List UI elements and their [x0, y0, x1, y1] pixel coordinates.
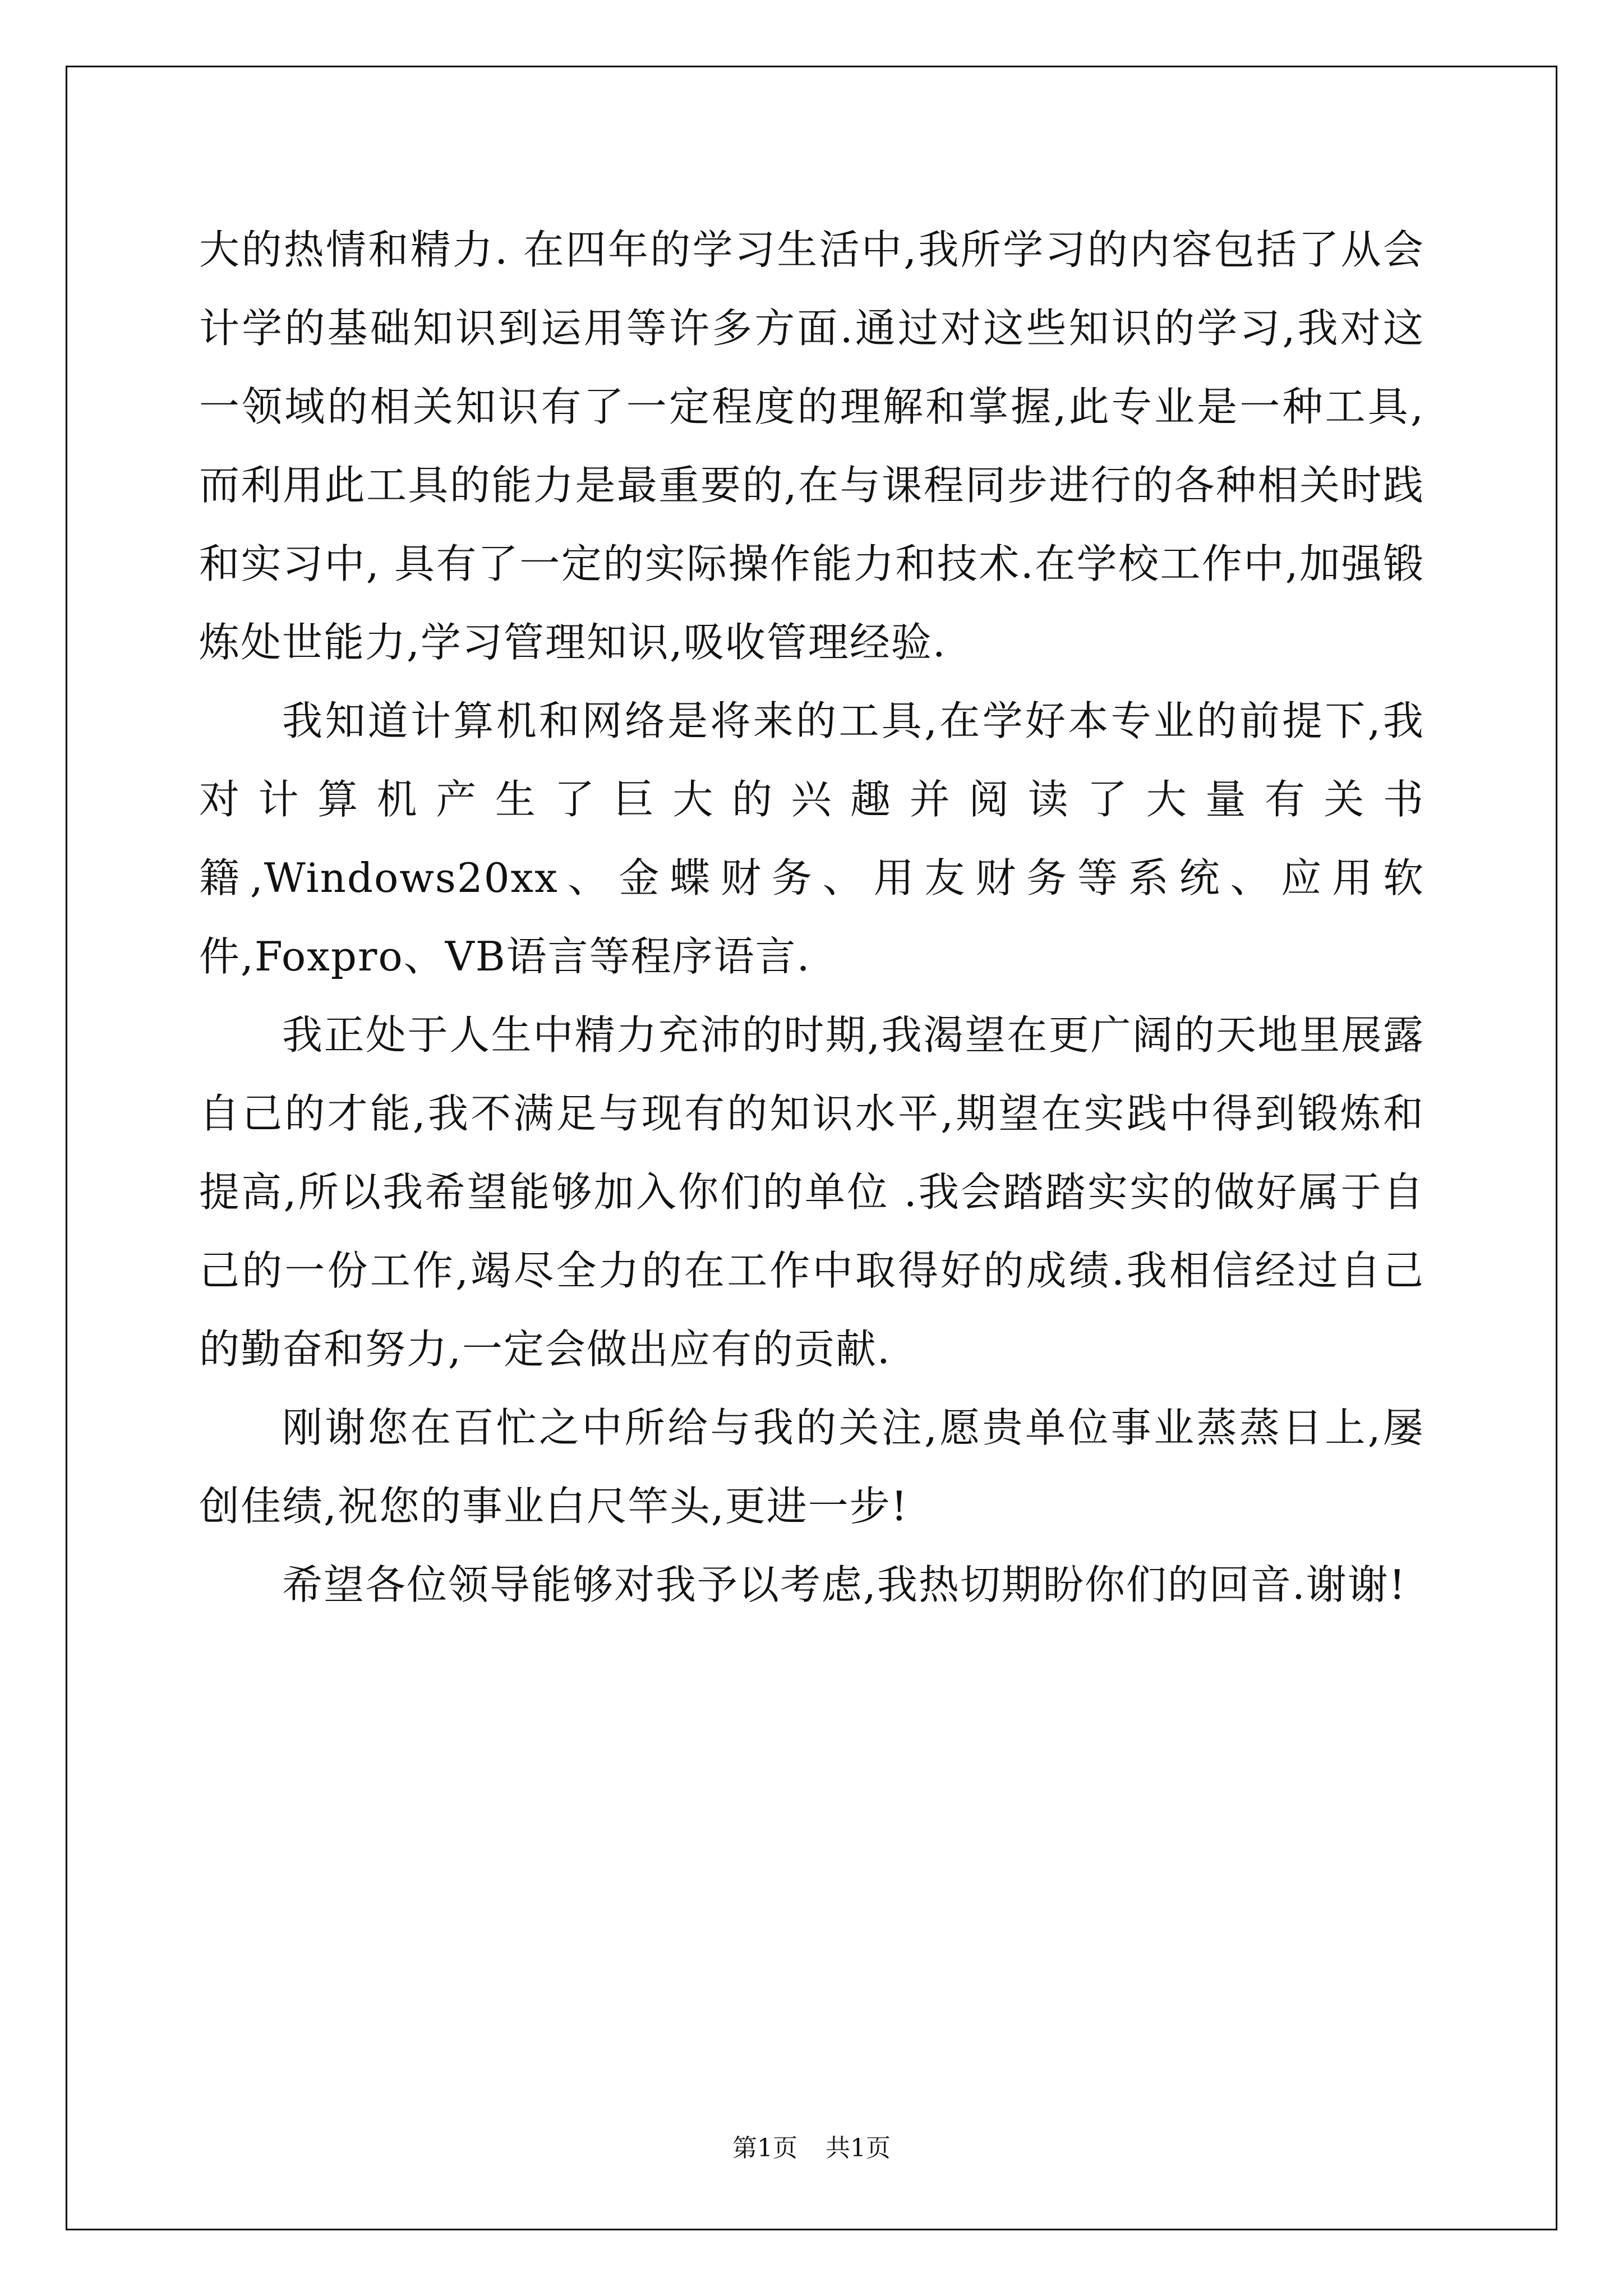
paragraph-3: 我正处于人生中精力充沛的时期,我渴望在更广阔的天地里展露自己的才能,我不满足与现有的知识水平,期望在实践中得到锻炼和提高,所以我希望能够加入你们的单位 .我会踏踏实实的做好属于自己的一份工作,竭尽全力的在工作中取得好的成绩.我相信经过自己的勤奋和努力,一定会做出应有的贡献.: [199, 1011, 1424, 1373]
page-footer: [0, 2132, 1623, 2165]
page-total: 共1页: [826, 2134, 891, 2162]
paragraph-5: 希望各位领导能够对我予以考虑,我热切期盼你们的回音.谢谢!: [282, 1561, 1407, 1608]
document-body: [199, 210, 1424, 1624]
page-number: 第1页: [732, 2134, 797, 2162]
paragraph-4: 刚谢您在百忙之中所给与我的关注,愿贵单位事业蒸蒸日上,屡创佳绩,祝您的事业白尺竿头,更进一步!: [199, 1404, 1424, 1530]
paragraph-1: 大的热情和精力. 在四年的学习生活中,我所学习的内容包括了从会计学的基础知识到运用等许多方面.通过对这些知识的学习,我对这一领域的相关知识有了一定程度的理解和掌握,此专业是一种工具,而利用此工具的能力是最重要的,在与课程同步进行的各种相关时践和实习中, 具有了一定的实际操作能力和技术.在学校工作中,加强锻炼处世能力,学习管理知识,吸收管理经验.: [199, 226, 1424, 666]
paragraph-2: 我知道计算机和网络是将来的工具,在学好本专业的前提下,我对计算机产生了巨大的兴趣并阅读了大量有关书籍,Windows20xx、金蝶财务、用友财务等系统、应用软件,Foxpro、VB语言等程序语言.: [199, 697, 1424, 980]
